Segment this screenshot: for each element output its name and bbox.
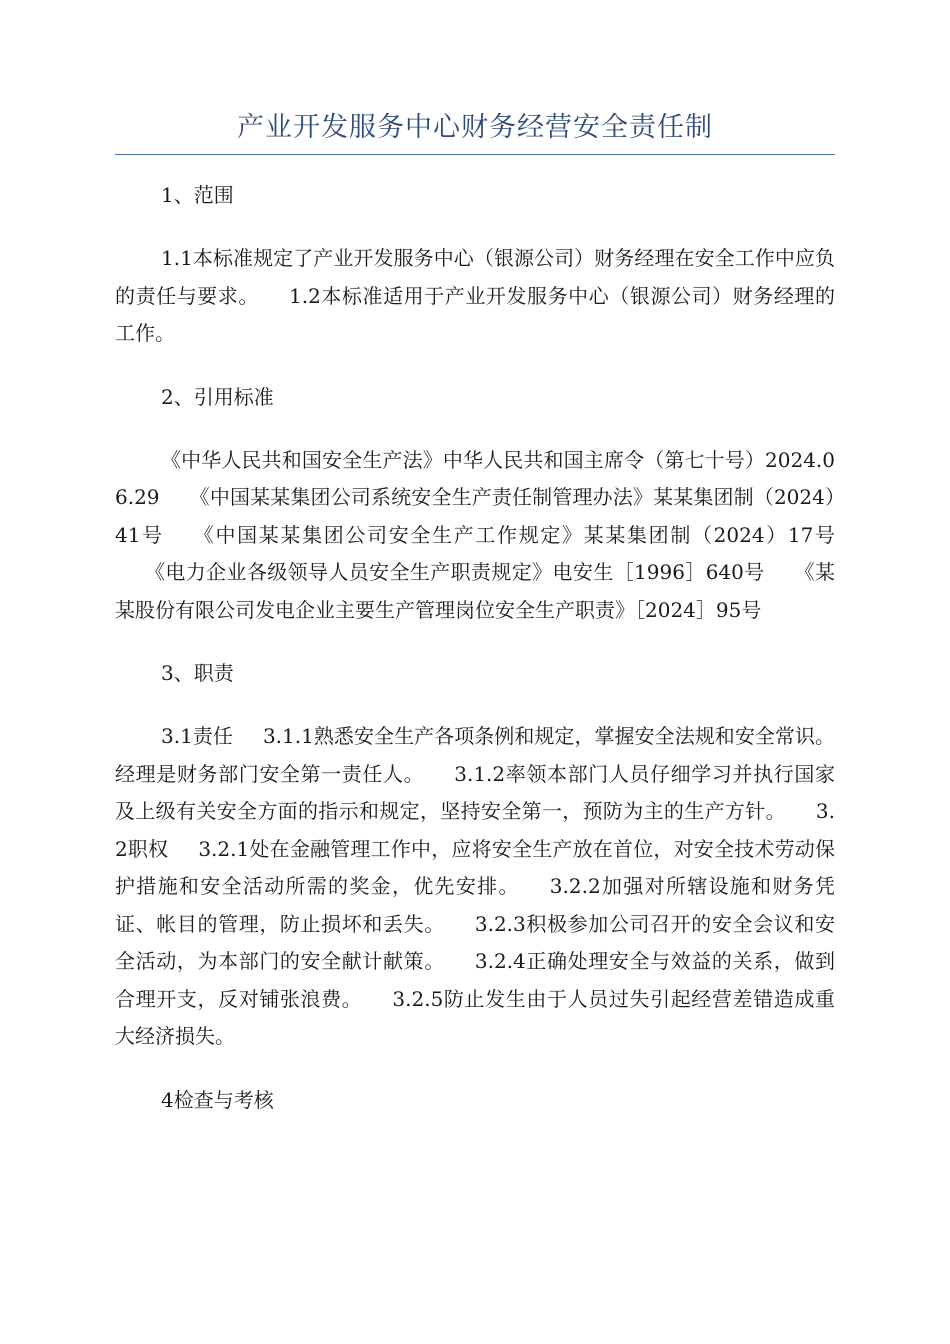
section-duties (115, 655, 835, 1056)
section-paragraph (115, 718, 835, 1056)
clause-text: 3.2.4正确处理安全与效益的关系，做到合理开支，反对铺张浪费。 (115, 949, 836, 1011)
section-heading: 2、引用标准 (161, 384, 274, 409)
section-paragraph (115, 442, 835, 630)
title-underline (115, 154, 835, 155)
clause-text: 3.2.2加强对所辖设施和财务凭证、帐目的管理，防止损坏和丢失。 (115, 874, 836, 936)
reference-text: 《中国某某集团公司安全生产工作规定》某某集团制（2024）17号 (193, 522, 835, 547)
reference-text: 《中国某某集团公司系统安全生产责任制管理办法》某某集团制（2024）41号 (115, 485, 835, 547)
section-heading: 1、范围 (161, 183, 234, 207)
clause-text: 3.1.2率领本部门人员仔细学习并执行国家及上级有关安全方面的指示和规定，坚持安全第一，预防为主的生产方针。 (115, 761, 836, 823)
section-inspection (115, 1082, 835, 1119)
document-page (115, 108, 835, 1145)
section-references (115, 379, 835, 630)
reference-text: 《电力企业各级领导人员安全生产职责规定》电安生［1996］640号 (145, 560, 765, 584)
reference-text: 《中华人民共和国安全生产法》中华人民共和国主席令（第七十号）2024.06.29 (115, 447, 835, 509)
section-heading: 4检查与考核 (161, 1087, 274, 1112)
section-paragraph (115, 240, 835, 353)
clause-text: 3.2.3积极参加公司召开的安全会议和安全活动，为本部门的安全献计献策。 (115, 911, 836, 973)
clause-text: 3.1.1熟悉安全生产各项条例和规定，掌握安全法规和安全常识。经理是财务部门安全第一责任人。 (115, 724, 836, 786)
section-scope (115, 177, 835, 353)
clause-text: 3.2.5防止发生由于人员过失引起经营差错造成重大经济损失。 (115, 986, 836, 1048)
clause-text: 3.2职权 (115, 799, 835, 861)
clause-text: 1.2本标准适用于产业开发服务中心（银源公司）财务经理的工作。 (115, 283, 835, 345)
section-heading: 3、职责 (161, 661, 234, 685)
clause-text: 3.1责任 (161, 724, 233, 748)
document-title: 产业开发服务中心财务经营安全责任制 (237, 112, 713, 143)
reference-text: 《某某股份有限公司发电企业主要生产管理岗位安全生产职责》［2024］95号 (115, 560, 836, 622)
clause-text: 1.1本标准规定了产业开发服务中心（银源公司）财务经理在安全工作中应负的责任与要求。 (115, 246, 835, 308)
clause-text: 3.2.1处在金融管理工作中，应将安全生产放在首位，对安全技术劳动保护措施和安全活动所需的奖金，优先安排。 (115, 836, 835, 898)
